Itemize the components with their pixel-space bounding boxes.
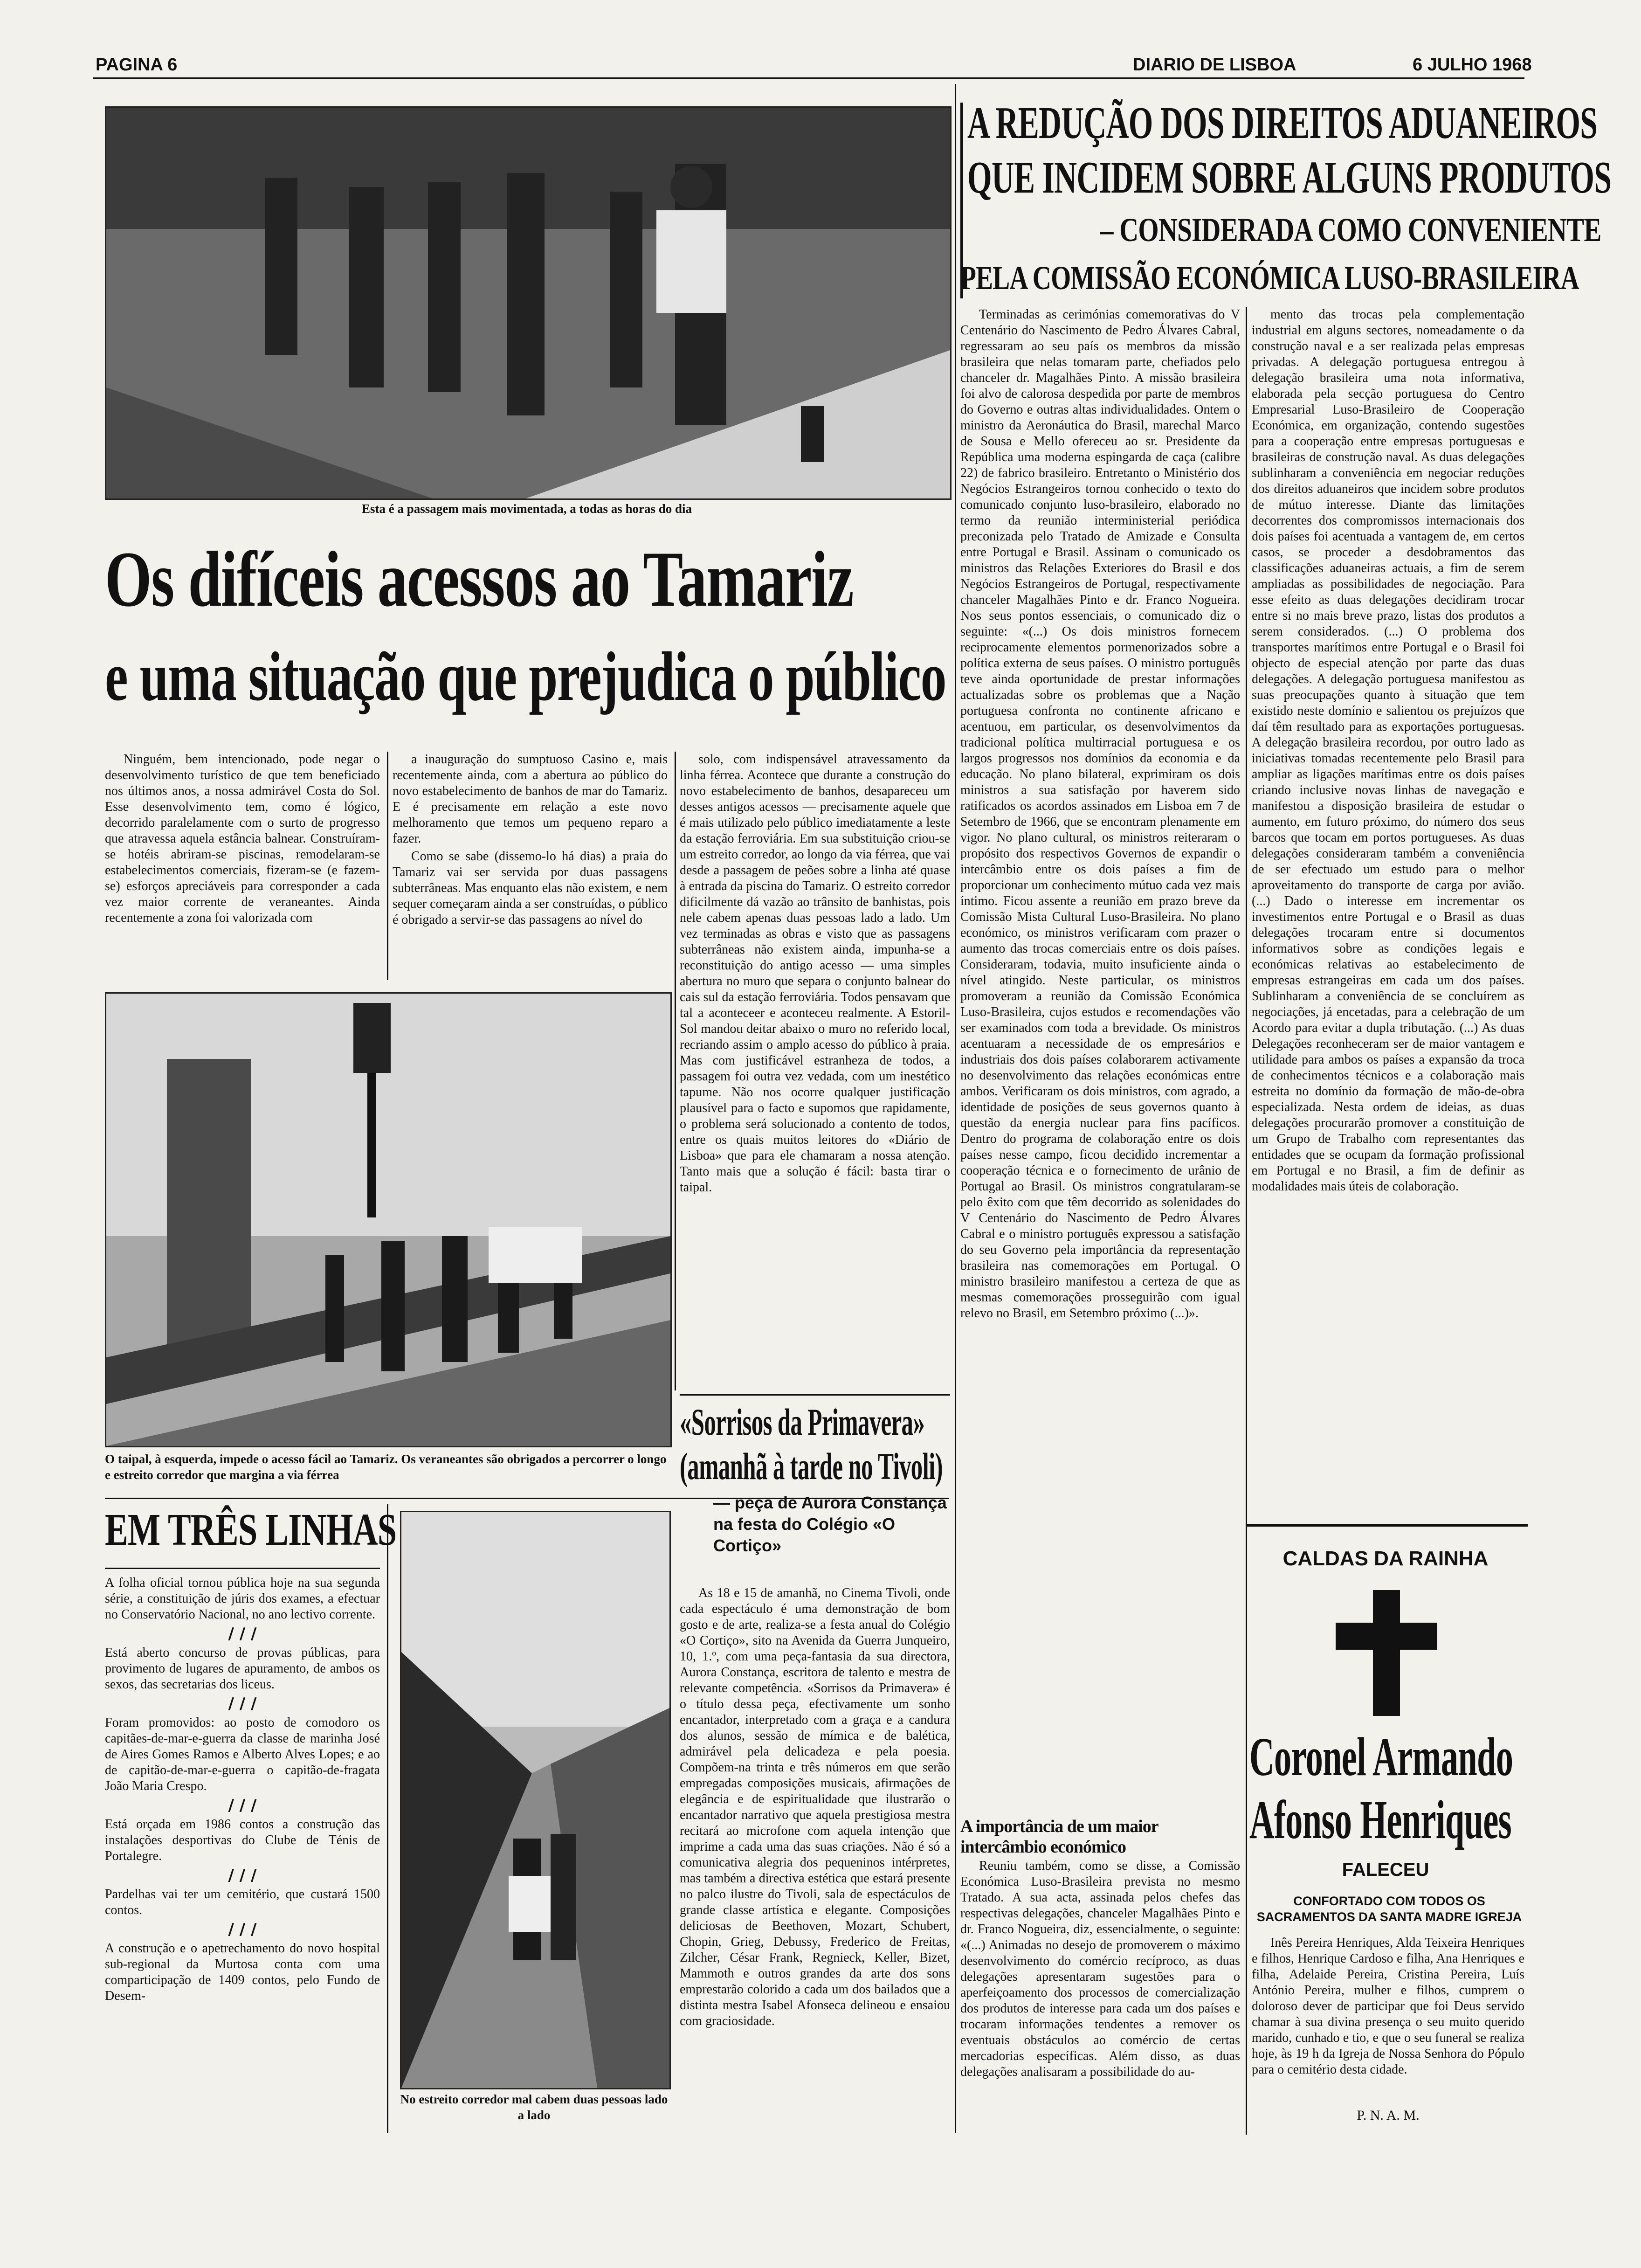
obituary-rule [1246,1524,1528,1527]
photo2-caption: O taipal, à esquerda, impede o acesso fácil ao Tamariz. Os veraneantes são obrigados a percorrer o longo e estreito corredor que margina a via férrea [105,1452,667,1482]
item-separator: / / / [228,1694,257,1713]
tamariz-col2b-text: Como se sabe (dissemo-lo há dias) a praia do Tamariz vai ser servida por duas passagens subterrâneas. Mas enquanto elas não existem, e nem sequer começaram ainda a ser construídas, o público é obrigado a servir-se das passagens ao nível do [393,849,668,927]
list-item: Está orçada em 1986 contos a construção das instalações desportivas do Clube de Ténis de Portalegre. [105,1817,380,1863]
aduaneiros-colB-text: mento das trocas pela complementação industrial em alguns sectores, nomeadamente o da construção naval e a ser realizada pelas empresas privadas. A delegação portuguesa entregou à delegação brasileira uma nota informativa, elaborada pela secção portuguesa do Centro Empresarial Luso-Brasileiro de Cooperação Económica, em organização, contendo sugestões para a cooperação entre empresas portuguesas e brasileiras de construção naval. As duas delegações sublinharam a conveniência em negociar reduções dos direitos aduaneiros que incidem sobre produtos de mútuo interesse. Diante das limitações decorrentes dos compromissos internacionais dos dois países foi acentuada a vantagem de, em certos casos, se proceder a desdobramentos das classificações aduaneiras actuais, a fim de serem ampliadas as possibilidades de negociação. Para esse efeito as duas delegações decidiram trocar entre si no mais breve prazo, listas dos produtos a serem considerados. (...) O problema dos transportes marítimos entre Portugal e o Brasil foi objecto de especial atenção por parte das duas delegações. A delegação portuguesa manifestou as suas preocupações quanto à situação que tem existido neste domínio e salientou os prejuízos que daí têm resultado para as exportações portuguesas. A delegação brasileira recordou, por outro lado as iniciativas tomadas recentemente pelo Brasil para ampliar as ligações marítimas entre os dois países criando inclusive novas linhas de navegação e manifestou a disposição brasileira de estudar o aumento, em futuro próximo, do número dos seus barcos que tocam em portos portugueses. As duas delegações consideraram também a conveniência de ser efectuado um estudo para o melhor aproveitamento do transporte de carga por avião. (...) Dado o interesse em incrementar os investimentos entre Portugal e o Brasil as duas delegações trocaram entre si documentos informativos sobre as condições legais e económicas relativas ao estabelecimento de empresas estrangeiras em cada um dos países. Sublinharam a conveniência de se concluírem as negociações, já encetadas, para a celebração de um Acordo para evitar a dupla tributação. (...) As duas Delegações reconheceram ser de maior vantagem e utilidade para ambos os países a expansão da troca de conhecimentos técnicos e a colaboração mais estreita no domínio da formação de mão-de-obra especializada. Nesta ordem de ideias, as duas delegações procurarão promover a constituição de um Grupo de Trabalho com representantes das entidades que se ocupam da formação profissional em Portugal e no Brasil, a fim de definir as modalidades mais úteis de colaboração. [1252,307,1524,1194]
tres-linhas-title: EM TRÊS LINHAS [105,1505,397,1555]
tamariz-col2-text: a inauguração do sumptuoso Casino e, mais recentemente ainda, com a abertura ao público do novo estabelecimento de banhos de mar do Tamariz. E é precisamente em relação a este novo melhoramento que temos um pequeno reparo a fazer. [393,752,668,846]
obituary-place: CALDAS DA RAINHA [1282,1547,1489,1570]
newspaper-name: DIARIO DE LISBOA [1133,55,1296,75]
headline-tamariz-sub: e uma situação que prejudica o público [105,638,946,715]
issue-date: 6 JULHO 1968 [1413,55,1532,75]
tres-linhas-list [105,1575,380,2004]
obituary-name: Coronel Armando [1249,1726,1513,1787]
headline-aduaneiros-4: PELA COMISSÃO ECONÓMICA LUSO-BRASILEIRA [960,259,1579,297]
tamariz-col1 [105,752,380,985]
cross-icon-bar [1336,1623,1437,1650]
column-rule [387,1504,388,2133]
sorrisos-deck: — peça de Aurora Constança na festa do Colégio «O Cortiço» [713,1493,947,1555]
tamariz-col2 [393,752,668,985]
photo-taipal [105,992,672,1447]
aduaneiros-subhead: A importância de um maior intercâmbio económico [960,1817,1158,1857]
section-rule [105,1568,380,1569]
aduaneiros-colA2 [960,1858,1240,2138]
obituary-text-block [1252,1935,1524,2103]
sorrisos-title-sub: (amanhã à tarde no Tivoli) [680,1445,943,1487]
photo3-caption: No estreito corredor mal cabem duas pessoas lado a lado [400,2092,668,2122]
tamariz-col3-text: solo, com indispensável atravessamento da linha férrea. Acontece que durante a construção do novo estabelecimento de banhos, desapareceu um desses antigos acessos — precisamente aquele que é mais utilizado pelo público imediatamente a leste da estação ferroviária. Em sua substituição criou-se um estreito corredor, ao longo da via férrea, que vai desde a passagem de peões sobre a linha até quase à entrada da piscina do Tamariz. O estreito corredor dificilmente dá vazão ao trânsito de banhistas, pois nele cabem apenas duas pessoas lado a lado. Um vez terminadas as obras e visto que as passagens subterrâneas não existem ainda, impunha-se a reconstituição do antigo acesso — uma simples abertura no muro que separa o conjunto balnear do cais sul da estação ferroviária. Todos pensavam que tal a aconteceer e aconteceu realmente. A Estoril-Sol mandou deitar abaixo o muro no referido local, recriando assim o amplo acesso do público à praia. Mas com justificável estranheza de todos, a passagem foi outra vez vedada, com um inestético tapume. Não nos ocorre qualquer justificação plausível para o facto e supomos que rapidamente, o problema será solucionado a contento de todos, entre os quais muitos leitores do «Diário de Lisboa» que para ele chamaram a nossa atenção. Tanto mais que a solução é fácil: basta tirar o taipal. [680,752,950,1195]
sorrisos-title: «Sorrisos da Primavera» [680,1401,925,1443]
photo1-caption: Esta é a passagem mais movimentada, a todas as horas do dia [361,502,692,516]
sorrisos-body-text: As 18 e 15 de amanhã, no Cinema Tivoli, onde cada espectáculo é uma demonstração de bom gosto e de arte, realiza-se a festa anual do Colégio «O Cortiço», sito na Avenida da Guerra Junqueiro, 10, 1.º, com uma peça-fantasia da sua directora, Aurora Constança, escritora de talento e mestra de relevante competência. «Sorrisos da Primavera» é o título dessa peça, efectivamente um sonho encantador, interpretado com a graça e a candura dos alunos, sessão de mímica e de balética, admirável pela delicadeza e pela poesia. Compõem-na trinta e três números em que serão empregadas composições musicais, afirmações de elegância e de espiritualidade que ilustrarão o encantador narrativo que aquela prestigiosa mestra recitará ao microfone com aquela intenção que imprime a cada uma das suas criações. Não é só a comunicativa alegria dos pequeninos intérpretes, mas também a directiva estética que estará presente no palco ilustre do Tivoli, sala de espectáculos de grande classe artística e elegante. Composições deliciosas de Beethoven, Mozart, Schubert, Chopin, Grieg, Debussy, Frederico de Freitas, Zilcher, César Frank, Regnieck, Keller, Bizet, Mammoth e outros grandes da arte dos sons emprestarão colorido a cada um dos bailados que a distinta mestra Isabel Afonseca delineou e ensaiou com graciosidade. [680,1586,950,2028]
list-item: Está aberto concurso de provas públicas, para provimento de lugares de apuramento, de ambos os sexos, das secretarias dos liceus. [105,1646,380,1692]
photo-busy-passage [105,106,952,500]
item-separator: / / / [228,1796,257,1815]
photo-corridor [400,1511,671,2089]
headline-aduaneiros: A REDUÇÃO DOS DIREITOS ADUANEIROS [967,98,1598,148]
headline-aduaneiros-3: – CONSIDERADA COMO CONVENIENTE [1100,211,1601,249]
column-rule [675,752,676,1390]
obituary-name-2: Afonso Henriques [1249,1789,1511,1850]
list-item: A folha oficial tornou pública hoje na sua segunda série, a constituição de júris dos exames, a efectuar no Conservatório Nacional, no ano lectivo corrente. [105,1576,380,1622]
tamariz-col3 [680,752,950,1390]
sorrisos-body [680,1585,950,2133]
obituary-confortado: CONFORTADO COM TODOS OS SACRAMENTOS DA SANTA MADRE IGREJA [1256,1894,1522,1924]
column-rule [387,752,388,980]
aduaneiros-colA [960,307,1240,1715]
item-separator: / / / [228,1920,257,1939]
headline-aduaneiros-2: QUE INCIDEM SOBRE ALGUNS PRODUTOS [967,152,1612,203]
aduaneiros-colB [1252,307,1524,1505]
obituary-text: Inês Pereira Henriques, Alda Teixeira Henriques e filhos, Henrique Cardoso e filha, Ana Henriques e filha, Adelaide Pereira, Cristina Pereira, Luís António Pereira, mulher e filhos, cumprem o doloroso dever de participar que foi Deus servido chamar à sua divina presença o seu muito querido marido, cunhado e tio, e que o seu funeral se realiza hoje, às 19 h da Igreja de Nossa Senhora do Pópulo para o cemitério desta cidade. [1252,1936,1524,2077]
section-rule [680,1394,950,1396]
section-rule [955,84,956,2133]
item-separator: / / / [228,1625,257,1643]
item-separator: / / / [228,1866,257,1885]
aduaneiros-colA2-text: Reuniu também, como se disse, a Comissão Económica Luso-Brasileira prevista no mesmo Tratado. A sua acta, assinada pelos chefes das respectivas delegações, chanceler Magalhães Pinto e dr. Franco Nogueira, diz, essencialmente, o seguinte: «(...) Animadas no desejo de promoverem o máximo desenvolvimento do comércio recíproco, as duas delegações apresentaram sugestões para o aperfeiçoamento dos processos de comercialização dos produtos de interesse para cada um dos países e trocaram informações tendentes a remover os eventuais obstáculos ao comércio de certas mercadorias específicas. Além disso, as duas delegações analisaram a possibilidade do au- [960,1859,1240,2079]
list-item: A construção e o apetrechamento do novo hospital sub-regional da Murtosa conta com uma comparticipação de 1409 contos, pelo Fundo de Desem- [105,1941,380,2003]
tamariz-col1-text: Ninguém, bem intencionado, pode negar o desenvolvimento turístico de que tem beneficiado nos últimos anos, a nossa admirável Costa do Sol. Esse desenvolvimento tem, como é lógico, decorrido paralelamente com o surto de progresso que atravessa aquela estância balnear. Construíram-se hotéis abriram-se piscinas, remodelaram-se estabelecimentos comerciais, fizeram-se (e fazem-se) esforços apreciáveis para corresponder a cada vez maior corrente de veraneantes. Ainda recentemente a zona foi valorizada com [105,752,380,925]
cross-icon [1373,1590,1400,1716]
list-item: Pardelhas vai ter um cemitério, que custará 1500 contos. [105,1887,380,1917]
headline-tamariz: Os difíceis acessos ao Tamariz [105,535,854,623]
obituary-signature: P. N. A. M. [1357,2108,1420,2123]
aduaneiros-colA-text: Terminadas as cerimónias comemorativas do V Centenário do Nascimento de Pedro Álvares Cabral, regressaram ao seu país os membros da missão brasileira que nelas tomaram parte, chefiados pelo chanceler dr. Magalhães Pinto. A missão brasileira foi alvo de calorosa despedida por parte de membros do Governo e outras altas individualidades. Ontem o ministro da Aeronáutica do Brasil, marechal Marco de Sousa e Mello ofereceu ao sr. Presidente da República uma moderna espingarda de caça (calibre 22) de fabrico brasileiro. Entretanto o Ministério dos Negócios Estrangeiros tornou conhecido o texto do comunicado conjunto luso-brasileiro, elaborado no termo da reunião interministerial periódica preconizada pelo Tratado de Amizade e Consulta entre Portugal e Brasil. Assinam o comunicado os ministros das Relações Exteriores do Brasil e dos Negócios Estrangeiros de Portugal, respectivamente chanceler Magalhães Pinto e dr. Franco Nogueira. Nos seus pontos essenciais, o comunicado diz o seguinte: «(...) Os dois ministros fornecem reciprocamente elementos pormenorizados sobre a política externa de seus países. O ministro português teve ainda oportunidade de prestar informações actualizadas sobre os problemas que a Nação portuguesa confronta no continente africano e acentuou, em particular, os desenvolvimentos da tradicional política multirracial portuguesa e os largos progressos nos domínios da economia e da educação. No plano bilateral, exprimiram os dois ministros a sua satisfação por haverem sido ratificados os acordos assinados em Lisboa em 7 de Setembro de 1966, que se encontram plenamente em vigor. No plano cultural, os ministros reiteraram o propósito dos respectivos Governos de expandir o intercâmbio entre os dois países a fim de proporcionar um conhecimento mútuo cada vez mais íntimo. Ficou assente a reunião em prazo breve da Comissão Mista Cultural Luso-Brasileira. No plano económico, os ministros verificaram com prazer o aumento das trocas comerciais entre os dois países. Consideraram, todavia, muito insuficiente ainda o nível atingido. Neste particular, os ministros promoveram a reunião da Comissão Económica Luso-Brasileira, cujos estudos e recomendações vão ser examinados com toda a brevidade. Os ministros acentuaram a necessidade de os empresários e industriais dos dois países colaborarem activamente no desenvolvimento das relações económicas entre ambos. Verificaram os dois ministros, com agrado, a identidade de posições de seus governos quanto à questão da energia nuclear para fins pacíficos. Dentro do programa de colaboração entre os dois países nesse campo, ficou decidido incrementar a cooperação técnica e o fornecimento de urânio de Portugal ao Brasil. Os ministros congratularam-se pelo êxito com que têm decorrido as solenidades do V Centenário do Nascimento de Pedro Álvares Cabral e o ministro português expressou a satisfação do seu Governo pela importância da representação brasileira nas comemorações em Portugal. O ministro brasileiro manifestou a certeza de que as mesmas comemorações prosseguirão com igual relevo no Brasil, em Setembro próximo (...)». [960,307,1240,1321]
list-item: Foram promovidos: ao posto de comodoro os capitães-de-mar-e-guerra da classe de marinha José de Aires Gomes Ramos e Alberto Alves Lopes; e ao de capitão-de-mar-e-guerra o capitão-de-fragata João Maria Crespo. [105,1715,380,1793]
page-number: PAGINA 6 [96,55,178,75]
obituary-faleceu: FALECEU [1342,1860,1429,1880]
header-rule [93,77,1524,79]
